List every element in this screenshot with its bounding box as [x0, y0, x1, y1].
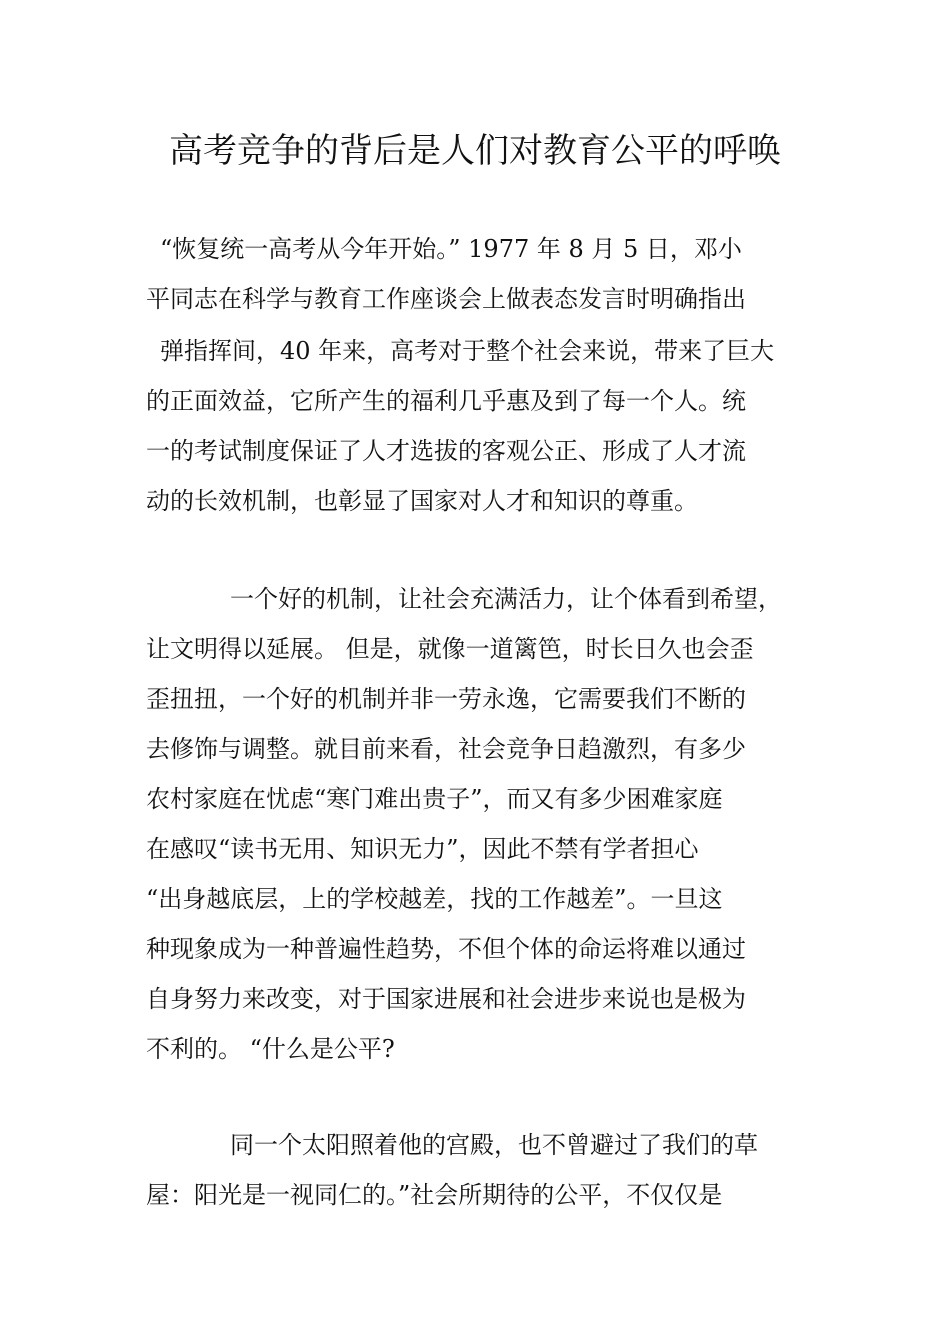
paragraph-line: “恢复统一高考从今年开始。” 1977 年 8 月 5 日，邓小 [160, 235, 742, 263]
paragraph-line: 在感叹“读书无用、知识无力”，因此不禁有学者担心 [146, 835, 699, 863]
paragraph-line: 种现象成为一种普遍性趋势，不但个体的命运将难以通过 [146, 935, 746, 963]
document-title: 高考竞争的背后是人们对教育公平的呼唤 [169, 131, 781, 171]
paragraph-line: 平同志在科学与教育工作座谈会上做表态发言时明确指出 [146, 285, 746, 313]
paragraph-line: 动的长效机制，也彰显了国家对人才和知识的尊重。 [146, 487, 698, 515]
paragraph-line: 不利的。 “什么是公平? [146, 1035, 395, 1063]
paragraph-line: “出身越底层，上的学校越差，找的工作越差”。一旦这 [146, 885, 723, 913]
paragraph-line: 的正面效益，它所产生的福利几乎惠及到了每一个人。统 [146, 387, 746, 415]
paragraph-line: 让文明得以延展。 但是，就像一道篱笆，时长日久也会歪 [146, 635, 754, 663]
paragraph-line: 屋：阳光是一视同仁的。”社会所期待的公平，不仅仅是 [146, 1181, 723, 1209]
paragraph-line: 一的考试制度保证了人才选拔的客观公正、形成了人才流 [146, 437, 746, 465]
paragraph-line: 去修饰与调整。就目前来看，社会竞争日趋激烈，有多少 [146, 735, 746, 763]
paragraph-line: 农村家庭在忧虑“寒门难出贵子”，而又有多少困难家庭 [146, 785, 723, 813]
paragraph-line: 自身努力来改变，对于国家进展和社会进步来说也是极为 [146, 985, 746, 1013]
paragraph-line: 弹指挥间，40 年来，高考对于整个社会来说，带来了巨大 [160, 337, 775, 365]
paragraph-line: 一个好的机制，让社会充满活力，让个体看到希望， [230, 585, 782, 613]
paragraph-line: 同一个太阳照着他的宫殿，也不曾避过了我们的草 [230, 1131, 758, 1159]
paragraph-line: 歪扭扭，一个好的机制并非一劳永逸，它需要我们不断的 [146, 685, 746, 713]
